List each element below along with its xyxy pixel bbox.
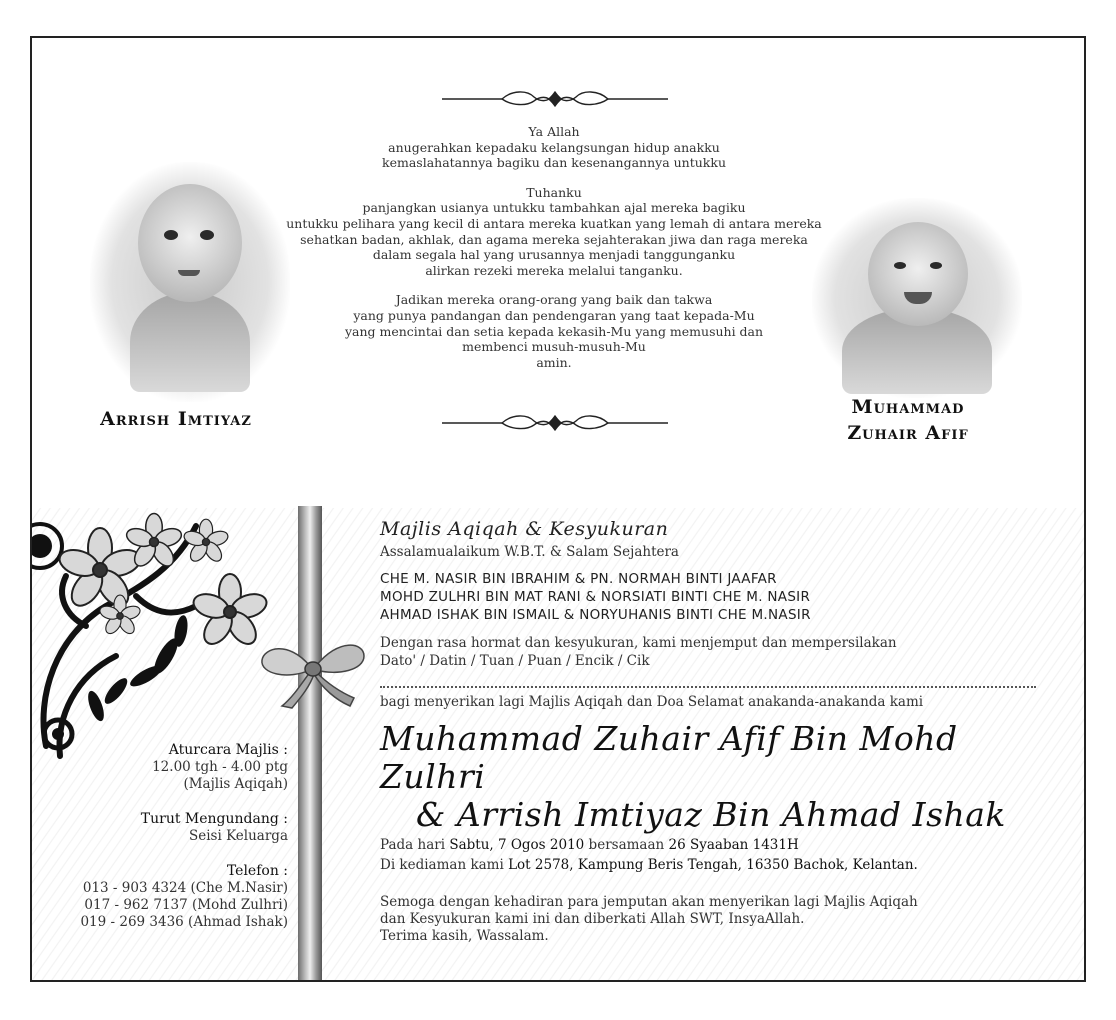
prayer-text [264, 124, 844, 370]
flourish-divider-bottom [442, 412, 668, 434]
schedule-note: (Majlis Aqiqah) [183, 776, 288, 792]
prayer-line: amin. [536, 354, 572, 370]
floral-corner-decoration [30, 506, 286, 766]
invite-line: Dato' / Datin / Tuan / Puan / Encik / Cik [380, 653, 650, 669]
cohost-value: Seisi Keluarga [188, 828, 288, 844]
event-details-side [52, 742, 288, 931]
host-line: CHE M. NASIR BIN IBRAHIM & PN. NORMAH BINTI JAAFAR [380, 571, 777, 587]
baby-photo-left [90, 162, 290, 402]
prayer-line: untukku pelihara yang kecil di antara mereka kuatkan yang lemah di antara mereka [286, 215, 822, 231]
prayer-line: Tuhanku [526, 184, 582, 200]
host-line: AHMAD ISHAK BIN ISMAIL & NORYUHANIS BINTI CHE M.NASIR [380, 607, 811, 623]
event-title: Majlis Aqiqah & Kesyukuran [380, 518, 669, 540]
event-hijri-date: 26 Syaaban 1431H [668, 837, 799, 853]
invitation-body [380, 518, 1070, 945]
child-name-right-line: Muhammad [851, 396, 965, 418]
prayer-line: sehatkan badan, akhlak, dan agama mereka sejahterakan jiwa dan raga mereka [300, 231, 808, 247]
baby-photo-right [812, 198, 1022, 398]
event-venue-line [380, 856, 1070, 874]
closing-line: Semoga dengan kehadiran para jemputan akan menyerikan lagi Majlis Aqiqah [380, 894, 918, 910]
phone-title: Telefon : [226, 863, 288, 879]
child-full-name: & Arrish Imtiyaz Bin Ahmad Ishak [416, 795, 1006, 834]
schedule-title: Aturcara Majlis : [168, 742, 288, 758]
ribbon-bow [258, 630, 368, 710]
prayer-line: yang mencintai dan setia kepada kekasih-Mu yang memusuhi dan [344, 323, 764, 339]
invitation-card [30, 36, 1086, 982]
prayer-line: alirkan rezeki mereka melalui tanganku. [425, 262, 683, 278]
prayer-line: panjangkan usianya untukku tambahkan ajal mereka bagiku [362, 200, 746, 216]
guest-name-blank-line [380, 686, 1036, 688]
prayer-line: dalam segala hal yang urusannya menjadi tanggunganku [372, 247, 736, 263]
prayer-line: anugerahkan kepadaku kelangsungan hidup anakku [388, 139, 720, 155]
prayer-line: membenci musuh-musuh-Mu [462, 339, 646, 355]
date-prefix: Pada hari [380, 837, 450, 853]
phone-number: 017 - 962 7137 (Mohd Zulhri) [84, 897, 288, 913]
phone-number: 013 - 903 4324 (Che M.Nasir) [82, 880, 288, 896]
child-name-right [798, 394, 1018, 446]
host-line: MOHD ZULHRI BIN MAT RANI & NORSIATI BINTI CHE M. NASIR [380, 589, 811, 605]
phone-number: 019 - 269 3436 (Ahmad Ishak) [80, 914, 288, 930]
host-list [380, 570, 1070, 624]
event-date: Sabtu, 7 Ogos 2010 [449, 837, 585, 853]
venue-prefix: Di kediaman kami [380, 857, 509, 873]
event-venue: Lot 2578, Kampung Beris Tengah, 16350 Bachok, Kelantan. [508, 857, 918, 873]
child-full-name: Muhammad Zuhair Afif Bin Mohd Zulhri [380, 719, 958, 796]
closing-text [380, 894, 1070, 945]
closing-line: dan Kesyukuran kami ini dan diberkati Allah SWT, InsyaAllah. [380, 911, 805, 927]
schedule-time: 12.00 tgh - 4.00 ptg [152, 759, 288, 775]
greeting: Assalamualaikum W.B.T. & Salam Sejahtera [380, 544, 679, 560]
event-date-line [380, 836, 1070, 854]
date-mid: bersamaan [584, 837, 669, 853]
closing-line: Terima kasih, Wassalam. [380, 928, 549, 944]
vertical-ribbon [298, 506, 322, 982]
children-full-names [380, 720, 1070, 834]
flourish-divider-top [442, 88, 668, 110]
invite-line: Dengan rasa hormat dan kesyukuran, kami menjemput dan mempersilakan [380, 635, 897, 651]
child-name-left: Arrish Imtiyaz [100, 408, 252, 430]
purpose-text: bagi menyerikan lagi Majlis Aqiqah dan Doa Selamat anakanda-anakanda kami [380, 694, 924, 710]
invitation-section [32, 508, 1086, 982]
prayer-line: Ya Allah [528, 124, 580, 139]
child-name-right-line: Zuhair Afif [847, 422, 969, 444]
prayer-line: kemaslahatannya bagiku dan kesenangannya untukku [382, 155, 726, 171]
invite-text [380, 634, 1070, 670]
cohost-title: Turut Mengundang : [140, 811, 288, 827]
prayer-line: Jadikan mereka orang-orang yang baik dan takwa [395, 292, 713, 308]
prayer-line: yang punya pandangan dan pendengaran yang taat kepada-Mu [353, 307, 755, 323]
